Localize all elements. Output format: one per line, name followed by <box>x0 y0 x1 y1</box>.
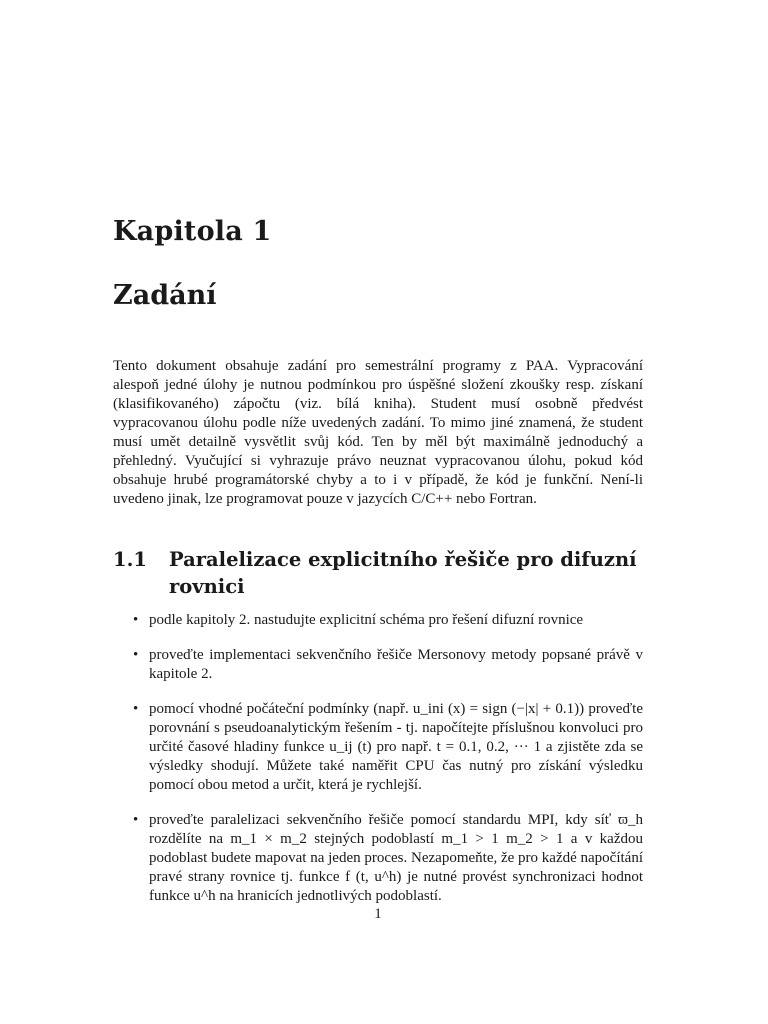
intro-paragraph: Tento dokument obsahuje zadání pro semestrální programy z PAA. Vypracování alespoň jedné úlohy je nutnou podmínkou pro úspěšné složení zkoušky resp. získaní (klasifikovaného) zápočtu (viz. bílá kniha). Student musí osobně předvést vypracovanou úlohu podle níže uvedených zadání. To mimo jiné znamená, že student musí umět detailně vysvětlit svůj kód. Ten by měl být maximálně jednoduchý a přehledný. Vyučující si vyhrazuje právo neuznat vypracovanou úlohu, pokud kód obsahuje hrubé programátorské chyby a to i v případě, že kód je funkční. Není-li uvedeno jinak, lze programovat pouze v jazycích C/C++ nebo Fortran. <box>113 358 643 507</box>
list-item-text: podle kapitoly 2. nastudujte explicitní schéma pro řešení difuzní rovnice <box>149 612 584 628</box>
list-item <box>113 700 643 795</box>
list-item-text: proveďte paralelizaci sekvenčního řešiče pomocí standardu MPI, kdy síť ϖ_h rozdělíte na m_1 × m_2 stejných podoblastí m_1 > 1 m_2 > 1 a v každou podoblast budete mapovat na jeden proces. Nezapomeňte, že pro každé napočítání pravé strany rovnice tj. funkce f (t, u^h) je nutné provést synchronizaci hodnot funkce u^h na hranicích jednotlivých podoblastí. <box>149 812 643 904</box>
list-item <box>113 611 643 630</box>
bullet-list <box>113 611 643 922</box>
list-item <box>113 646 643 684</box>
bullet-icon: • <box>133 612 139 628</box>
bullet-icon: • <box>133 812 139 828</box>
document-page <box>113 0 643 1024</box>
section-number: 1.1 <box>113 548 147 571</box>
list-item-text: proveďte implementaci sekvenčního řešiče Mersonovy metody popsané právě v kapitole 2. <box>149 647 643 682</box>
section-heading <box>113 546 643 600</box>
chapter-title: Zadání <box>113 280 217 311</box>
bullet-icon: • <box>133 647 139 663</box>
page-number: 1 <box>374 906 382 922</box>
list-item-text: pomocí vhodné počáteční podmínky (např. u_ini (x) = sign (−|x| + 0.1)) proveďte porovnání s pseudoanalytickým řešením - tj. napočítejte příslušnou konvoluci pro určité časové hladiny funkce u_ij (t) pro např. t = 0.1, 0.2, ··· 1 a zjistěte zda se výsledky shodují. Můžete také naměřit CPU čas nutný pro získání výsledku pomocí obou metod a určit, která je rychlejší. <box>149 701 643 793</box>
chapter-label: Kapitola 1 <box>113 216 272 247</box>
list-item <box>113 811 643 906</box>
bullet-icon: • <box>133 701 139 717</box>
section-title: Paralelizace explicitního řešiče pro difuzní rovnici <box>169 548 637 598</box>
